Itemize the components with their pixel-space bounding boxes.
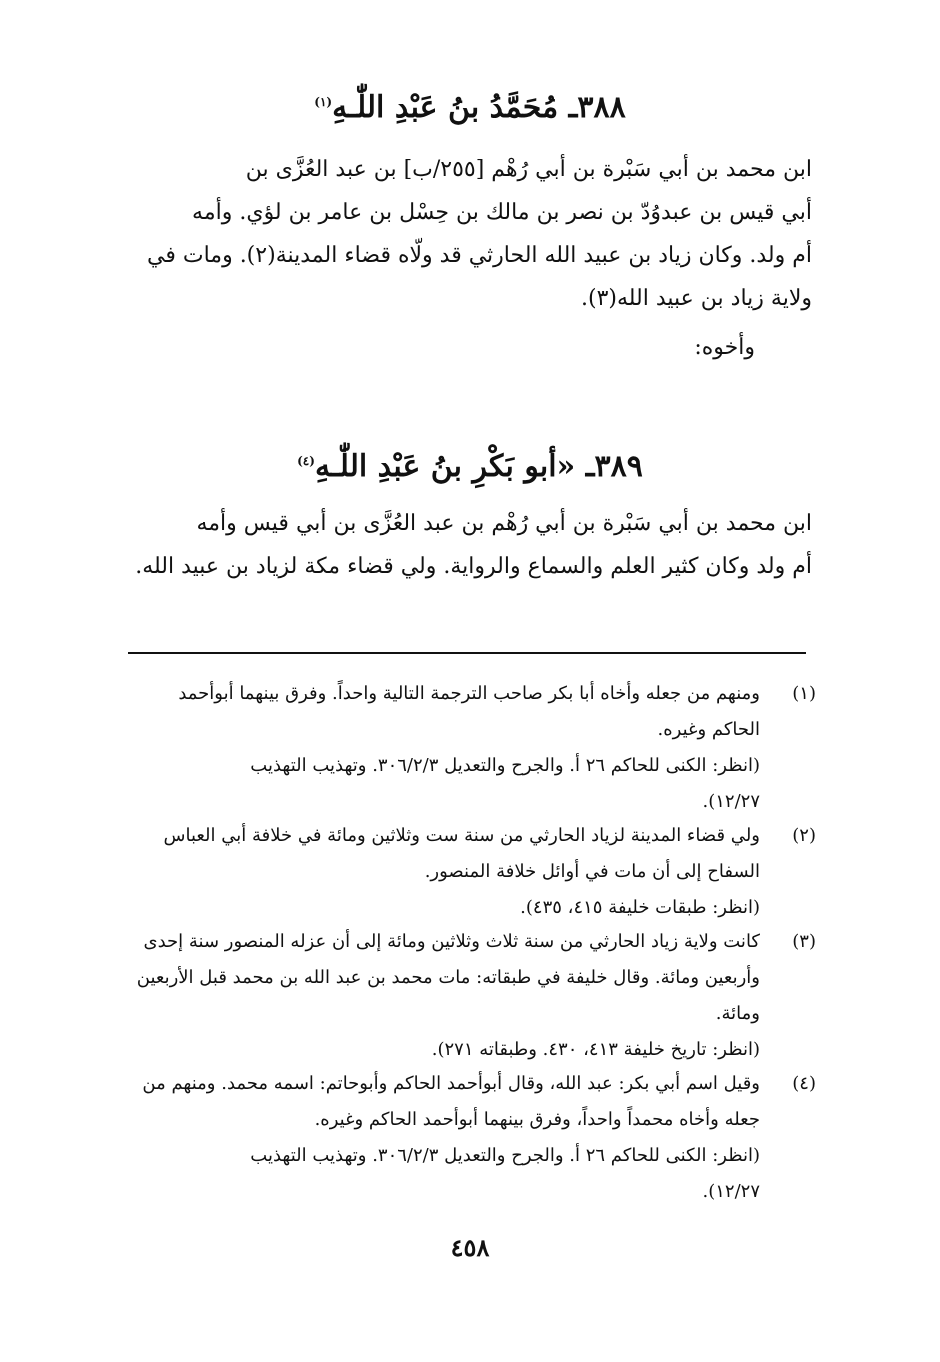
- footnote-4-ref-1: (انظر: الكنى للحاكم ٢٦ أ. والجرح والتعديل ٣٠٦/٢/٣. وتهذيب التهذيب: [250, 1145, 760, 1166]
- entry-388-line-2: أبي قيس بن عبدوُدّ بن نصر بن مالك بن حِسْل بن عامر بن لؤي. وأمه: [192, 200, 812, 225]
- entry-388-title: ٣٨٨ـ مُحَمَّدُ بنُ عَبْدِ اللّٰـهِ$^{(١)}$: [314, 90, 626, 125]
- entry-388-line-4: ولاية زياد بن عبيد الله(٣).: [580, 286, 812, 311]
- entry-389-body: [124, 502, 812, 588]
- footnote-2-line-2: السفاح إلى أن مات في أوائل خلافة المنصور.: [424, 861, 760, 882]
- entry-388-brother: وأخوه:: [694, 335, 755, 360]
- entry-389-title: ٣٨٩ـ «أبو بَكْرِ بنُ عَبْدِ اللّٰـهِ$^{(٤)}$: [297, 449, 643, 484]
- footnote-1-line-1: ومنهم من جعله وأخاه أبا بكر صاحب الترجمة التالية واحداً. وفرق بينهما أبوأحمد: [178, 683, 760, 704]
- footnote-ref-4: (٤): [297, 454, 315, 468]
- footnote-1: [124, 676, 816, 820]
- entry-388-line-3: أم ولد. وكان زياد بن عبيد الله الحارثي قد ولّاه قضاء المدينة(٢). ومات في: [147, 243, 812, 268]
- footnote-4-line-2: جعله وأخاه محمداً واحداً، وفرق بينهما أبوأحمد الحاكم وغيره.: [314, 1109, 760, 1130]
- footnote-1-number: (١): [792, 683, 816, 704]
- footnote-3-line-2: وأربعين ومائة. وقال خليفة في طبقاته: مات محمد بن عبد الله بن محمد قبل الأربعين: [136, 967, 760, 988]
- footnote-2-line-1: ولي قضاء المدينة لزياد الحارثي من سنة ست وثلاثين ومائة في خلافة أبي العباس: [163, 825, 760, 846]
- entry-388-body: [124, 148, 812, 320]
- entry-388-line-1: ابن محمد بن أبي سَبْرة بن أبي رُهْم [٢٥٥/ب] بن عبد العُزَّى بن: [245, 157, 812, 182]
- footnote-4-line-1: وقيل اسم أبي بكر: عبد الله، وقال أبوأحمد الحاكم وأبوحاتم: اسمه محمد. ومنهم من: [142, 1073, 760, 1094]
- footnote-4-ref-2: ١٢/٢٧).: [702, 1181, 760, 1202]
- entry-389-line-1: ابن محمد بن أبي سَبْرة بن أبي رُهْم بن عبد العُزَّى بن أبي قيس وأمه: [196, 511, 812, 536]
- footnote-4: [124, 1066, 816, 1210]
- footnote-3: [124, 924, 816, 1068]
- footnote-2: [124, 818, 816, 926]
- footnote-1-line-2: الحاكم وغيره.: [657, 719, 760, 740]
- footnote-ref-1: (١): [314, 95, 333, 109]
- footnote-3-line-3: ومائة.: [715, 1003, 760, 1024]
- footnote-1-ref-2: ١٢/٢٧).: [702, 791, 760, 812]
- entry-389-line-2: أم ولد وكان كثير العلم والسماع والرواية. ولي قضاء مكة لزياد بن عبيد الله.: [135, 554, 812, 579]
- footnote-separator: [128, 652, 806, 654]
- footnote-4-number: (٤): [792, 1073, 816, 1094]
- footnote-3-number: (٣): [792, 931, 816, 952]
- page-number: ٤٥٨: [450, 1233, 490, 1262]
- footnote-3-line-1: كانت ولاية زياد الحارثي من سنة ثلاث وثلاثين ومائة إلى أن عزله المنصور سنة إحدى: [143, 931, 760, 952]
- footnote-1-ref-1: (انظر: الكنى للحاكم ٢٦ أ. والجرح والتعديل ٣٠٦/٢/٣. وتهذيب التهذيب: [250, 755, 760, 776]
- footnote-2-number: (٢): [792, 825, 816, 846]
- footnote-3-ref-1: (انظر: تاريخ خليفة ٤١٣، ٤٣٠. وطبقاته ٢٧١).: [431, 1039, 760, 1060]
- footnote-2-ref-1: (انظر: طبقات خليفة ٤١٥، ٤٣٥).: [520, 897, 760, 918]
